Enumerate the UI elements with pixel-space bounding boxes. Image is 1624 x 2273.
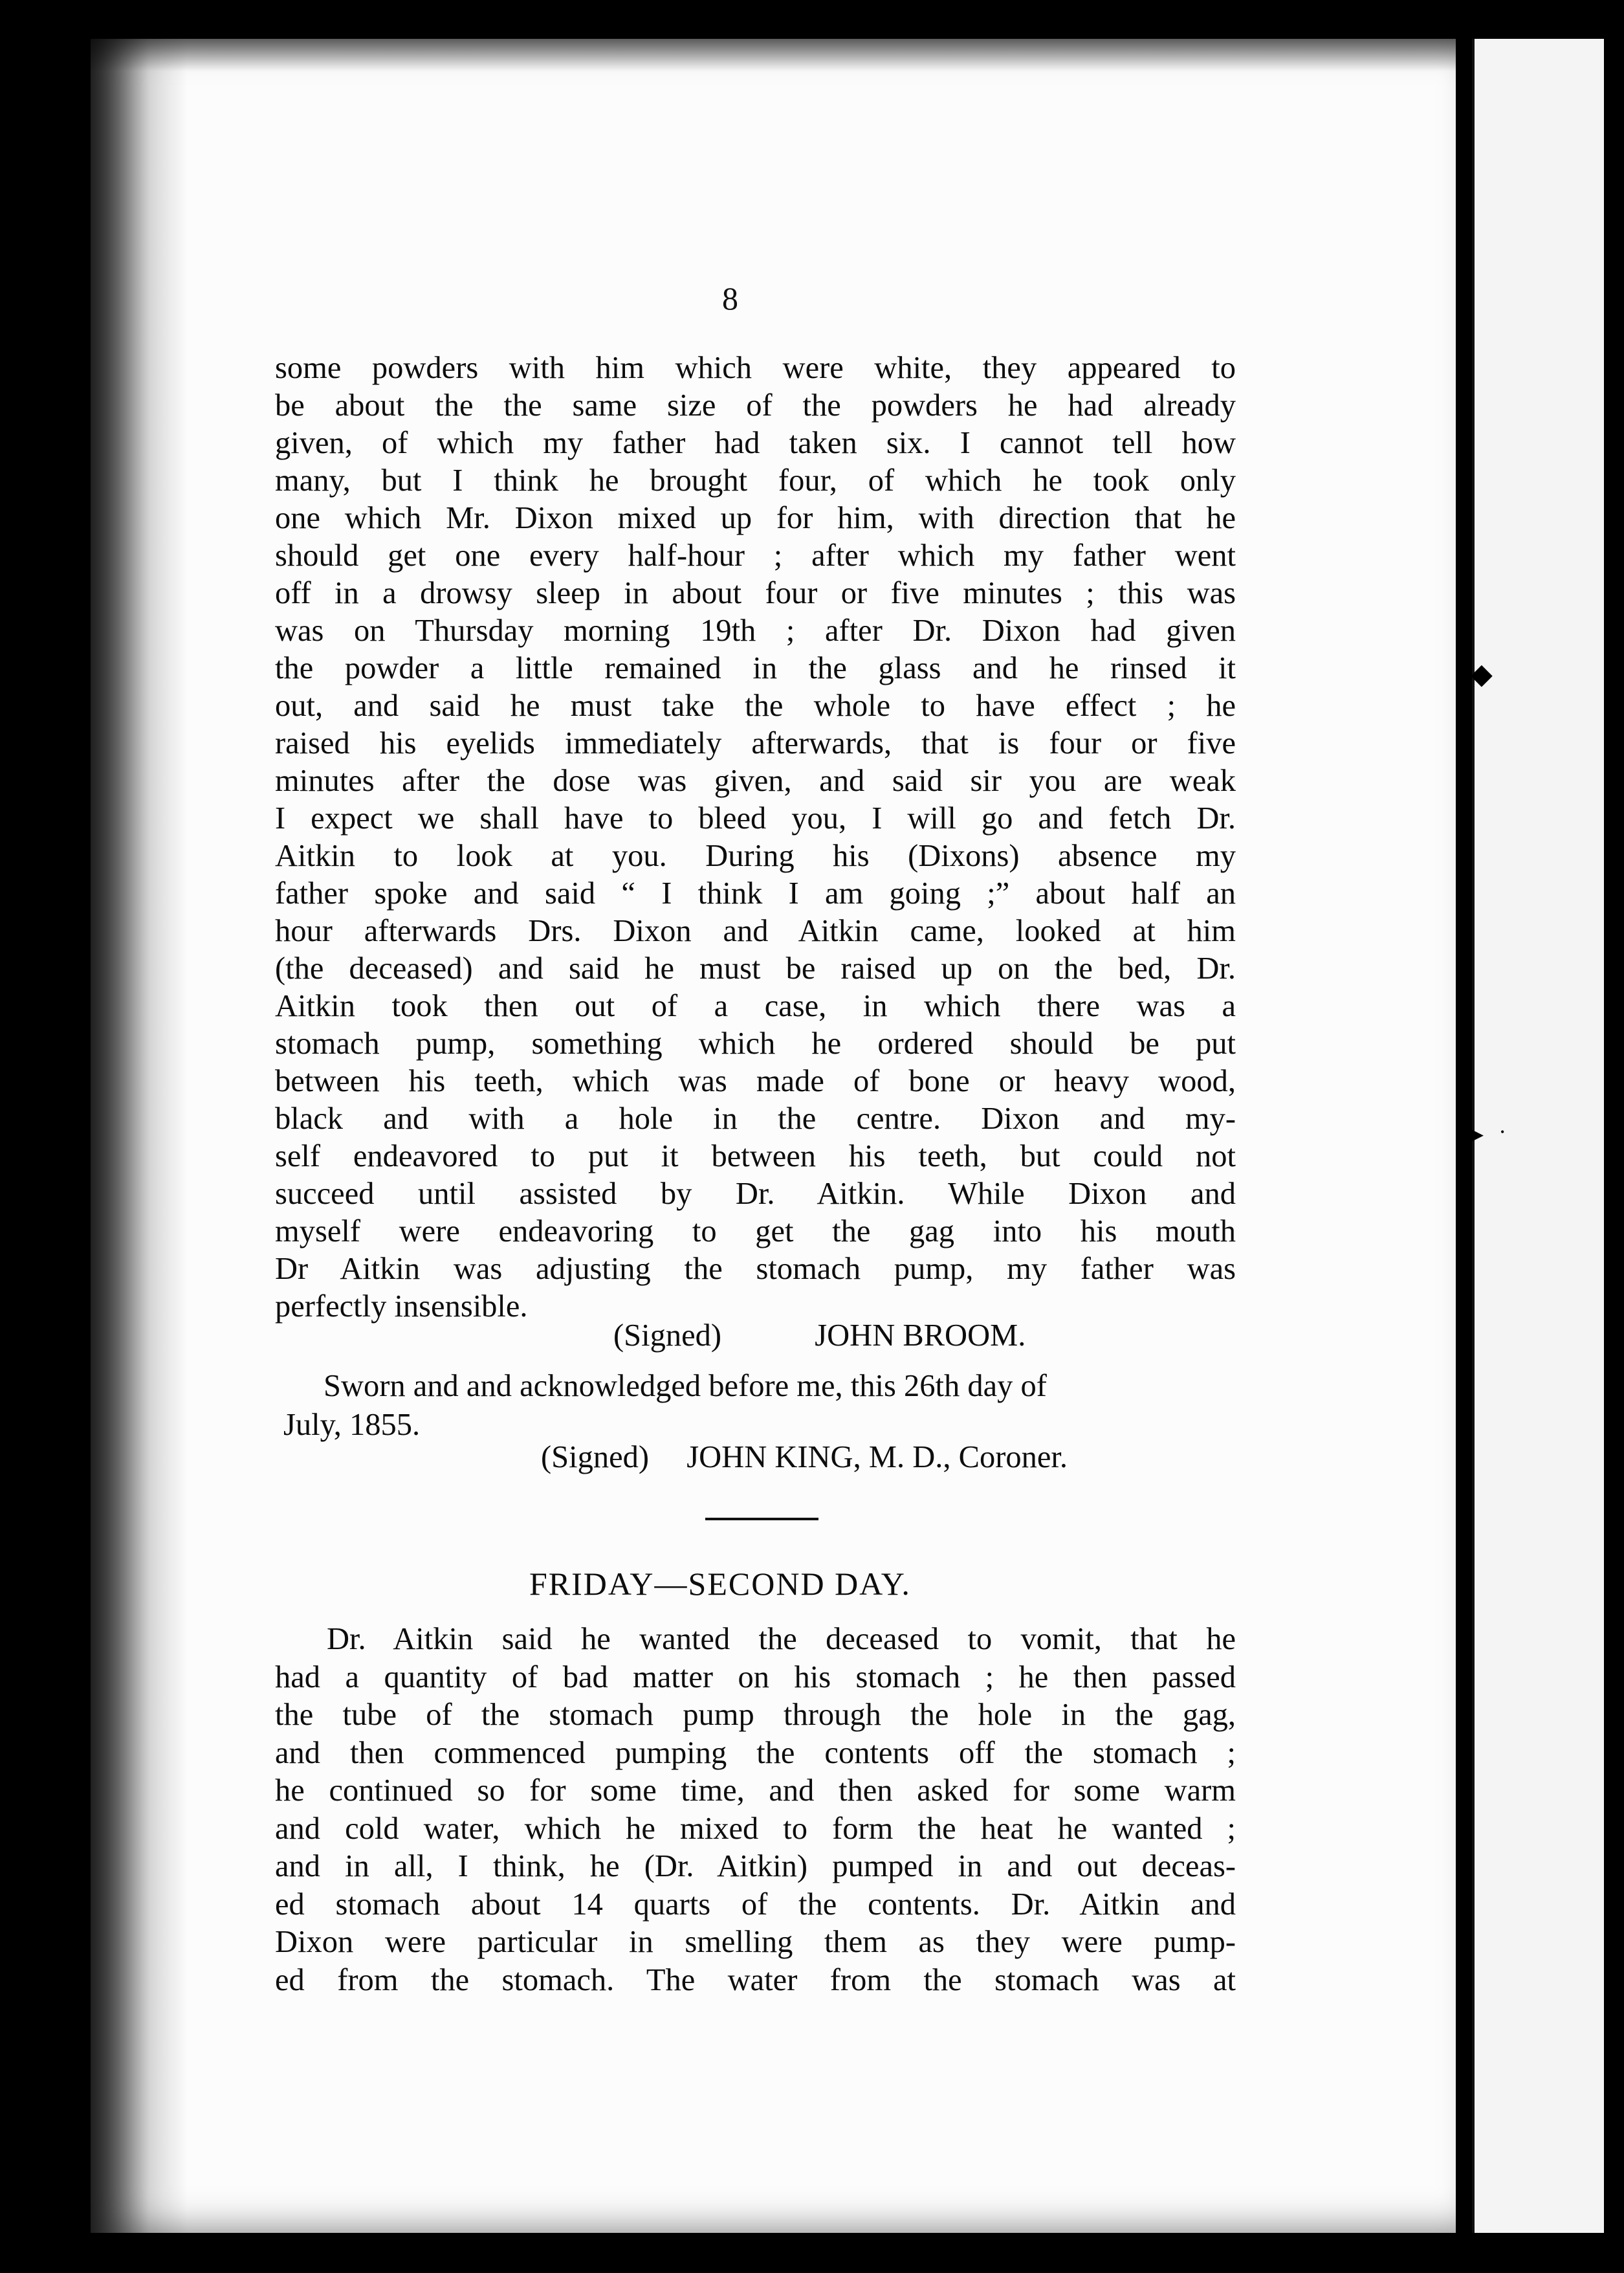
text-line: Aitkin took then out of a case, in which there was a [275,989,1236,1023]
binding-shadow [91,39,188,2233]
sworn-line: Sworn and and acknowledged before me, this 26th day of [324,1369,1047,1403]
text-line: minutes after the dose was given, and said sir you are weak [275,764,1236,798]
text-line: I expect we shall have to bleed you, I will go and fetch Dr. [275,801,1236,836]
section-heading: FRIDAY—SECOND DAY. [529,1566,911,1602]
text-line: one which Mr. Dixon mixed up for him, with direction that he [275,501,1236,535]
second-day-text [275,1621,1236,1999]
text-line: Dr. Aitkin said he wanted the deceased to vomit, that he [327,1622,1236,1656]
text-line: the tube of the stomach pump through the hole in the gag, [275,1698,1236,1732]
sworn-date [283,1407,420,1443]
text-line: ed stomach about 14 quarts of the contents. Dr. Aitkin and [275,1887,1236,1922]
text-line: ed from the stomach. The water from the stomach was at [275,1962,1236,1997]
text-line: raised his eyelids immediately afterwards, that is four or five [275,726,1236,760]
text-line: hour afterwards Drs. Dixon and Aitkin came, looked at him [275,914,1236,948]
text-line: Dixon were particular in smelling them as they were pump- [275,1925,1236,1959]
adjacent-page-edge [1469,39,1604,2233]
text-line: stomach pump, something which he ordered should be put [275,1026,1236,1061]
section-divider [705,1518,818,1520]
signature-broom [613,1318,1026,1353]
text-line: should get one every half-hour ; after which my father went [275,538,1236,573]
signature-king [541,1439,1068,1475]
signatory-name: JOHN BROOM. [815,1318,1026,1353]
text-line: many, but I think he brought four, of which he took only [275,463,1236,498]
text-line: father spoke and said “ I think I am going ;” about half an [275,876,1236,911]
page-mark: • [1500,1125,1505,1138]
deposition-text [275,349,1236,1325]
text-line: (the deceased) and said he must be raised up on the bed, Dr. [275,951,1236,986]
text-line: Aitkin to look at you. During his (Dixons) absence my [275,839,1236,873]
text-line: be about the the same size of the powders he had already [275,388,1236,423]
text-line: had a quantity of bad matter on his stomach ; he then passed [275,1659,1236,1694]
text-line: Dr Aitkin was adjusting the stomach pump, my father was [275,1252,1236,1286]
text-line: he continued so for some time, and then asked for some warm [275,1773,1236,1808]
text-line: succeed until assisted by Dr. Aitkin. While Dixon and [275,1177,1236,1211]
sworn-statement [324,1368,1047,1404]
text-line: off in a drowsy sleep in about four or five minutes ; this was [275,576,1236,610]
signed-label: (Signed) [613,1318,722,1353]
text-line: the powder a little remained in the glass and he rinsed it [275,651,1236,685]
signed-label: (Signed) [541,1440,650,1474]
text-line: self endeavored to put it between his teeth, but could not [275,1139,1236,1173]
text-line: black and with a hole in the centre. Dixon and my- [275,1102,1236,1136]
text-line: between his teeth, which was made of bone or heavy wood, [275,1064,1236,1098]
page-number: 8 [722,280,738,316]
signatory-name: JOHN KING, M. D., Coroner. [686,1440,1068,1474]
text-line: and then commenced pumping the contents off the stomach ; [275,1735,1236,1770]
page-mark: ◆ [1471,658,1493,690]
text-line: was on Thursday morning 19th ; after Dr. Dixon had given [275,614,1236,648]
sworn-line: July, 1855. [283,1408,421,1442]
text-line: out, and said he must take the whole to have effect ; he [275,689,1236,723]
text-line: perfectly insensible. [275,1289,528,1324]
top-shadow [91,39,1456,71]
text-line: given, of which my father had taken six. I cannot tell how [275,426,1236,460]
text-line: and cold water, which he mixed to form the heat he wanted ; [275,1811,1236,1846]
page-mark: ▸ [1469,1118,1484,1149]
text-line: and in all, I think, he (Dr. Aitkin) pumped in and out deceas- [275,1849,1236,1883]
text-line: myself were endeavoring to get the gag into his mouth [275,1214,1236,1248]
text-line: some powders with him which were white, they appeared to [275,351,1236,385]
